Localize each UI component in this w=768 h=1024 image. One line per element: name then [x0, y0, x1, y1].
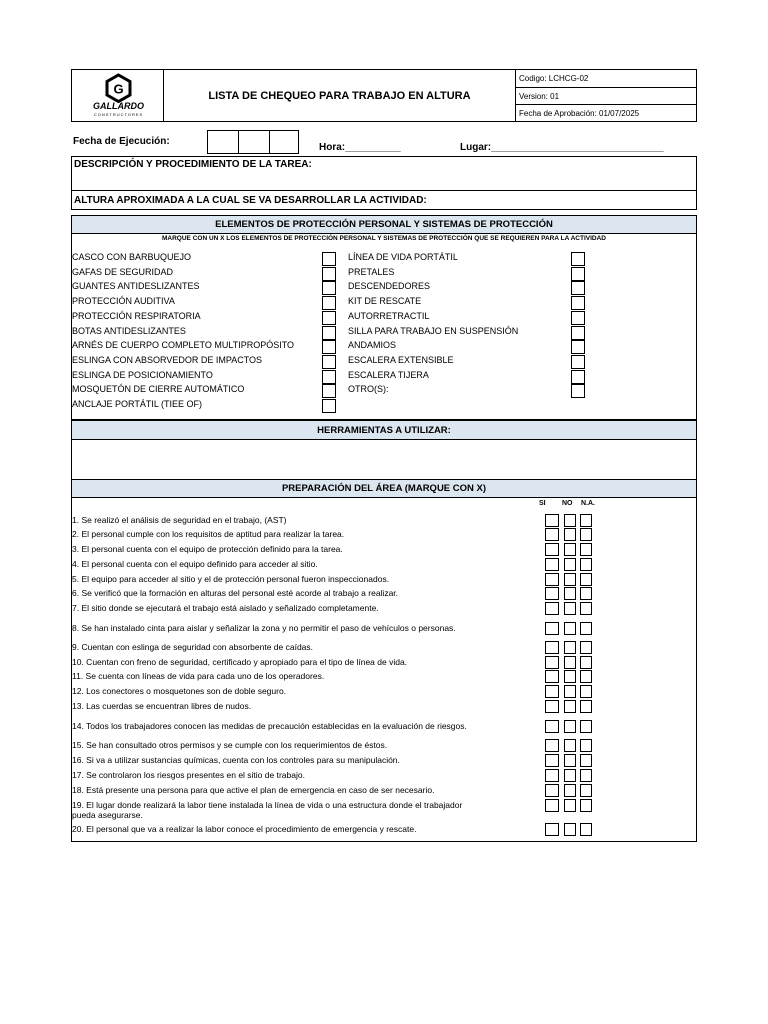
epp-checkbox[interactable] [571, 326, 585, 340]
question-text: 19. El lugar donde realizará la labor tiene instalada la línea de vida o una estructura donde el trabajador [72, 800, 463, 810]
no-checkbox[interactable] [564, 700, 576, 713]
epp-checkbox[interactable] [322, 311, 336, 325]
no-checkbox[interactable] [564, 754, 576, 767]
na-checkbox[interactable] [580, 656, 592, 669]
col-si-header: SI [539, 500, 546, 507]
no-checkbox[interactable] [564, 587, 576, 600]
question-text: 6. Se verificó que la formación en alturas del personal esté acorde al trabajo a realizar. [72, 588, 399, 598]
lugar-field[interactable]: Lugar:_______________________________ [460, 142, 664, 153]
epp-item-label: GAFAS DE SEGURIDAD [72, 266, 174, 277]
epp-checkbox[interactable] [322, 252, 336, 266]
epp-item-label: PROTECCIÓN AUDITIVA [72, 296, 175, 307]
si-checkbox[interactable] [545, 622, 559, 635]
no-checkbox[interactable] [564, 573, 576, 586]
question-text: 13. Las cuerdas se encuentran libres de nudos. [72, 701, 252, 711]
na-checkbox[interactable] [580, 670, 592, 683]
epp-item-label: CASCO CON BARBUQUEJO [72, 252, 192, 262]
epp-item-label: MOSQUETÓN DE CIERRE AUTOMÁTICO [72, 384, 245, 395]
no-checkbox[interactable] [564, 823, 576, 836]
na-checkbox[interactable] [580, 769, 592, 782]
altura-box[interactable] [71, 190, 697, 210]
no-checkbox[interactable] [564, 543, 576, 556]
epp-item-label: LÍNEA DE VIDA PORTÁTIL [348, 252, 458, 262]
question-text: 8. Se han instalado cinta para aislar y señalizar la zona y no permitir el paso de vehículos o personas. [72, 623, 456, 633]
epp-checkbox[interactable] [571, 355, 585, 369]
si-checkbox[interactable] [545, 587, 559, 600]
question-text: 16. Si va a utilizar sustancias químicas, cuenta con los controles para su manipulación. [72, 755, 400, 765]
si-checkbox[interactable] [545, 700, 559, 713]
document-title: LISTA DE CHEQUEO PARA TRABAJO EN ALTURA [163, 69, 516, 122]
na-checkbox[interactable] [580, 528, 592, 541]
question-text: 20. El personal que va a realizar la labor conoce el procedimiento de emergencia y rescate. [72, 824, 417, 834]
na-checkbox[interactable] [580, 799, 592, 812]
no-checkbox[interactable] [564, 622, 576, 635]
question-text: 17. Se controlaron los riesgos presentes en el sitio de trabajo. [72, 770, 305, 780]
si-checkbox[interactable] [545, 543, 559, 556]
question-19-continuation: pueda asegurarse. [72, 810, 143, 820]
descripcion-box[interactable] [71, 156, 697, 191]
fecha-year-box[interactable] [269, 130, 299, 154]
epp-checkbox[interactable] [571, 311, 585, 325]
epp-checkbox[interactable] [322, 384, 336, 398]
question-text: 10. Cuentan con freno de seguridad, certificado y apropiado para el tipo de línea de vida. [72, 657, 408, 667]
epp-checkbox[interactable] [322, 326, 336, 340]
na-checkbox[interactable] [580, 622, 592, 635]
na-checkbox[interactable] [580, 685, 592, 698]
question-text: 3. El personal cuenta con el equipo de protección definido para la tarea. [72, 544, 343, 554]
na-checkbox[interactable] [580, 602, 592, 615]
question-text: 5. El equipo para acceder al sitio y el de protección personal fueron inspeccionados. [72, 574, 390, 584]
epp-checkbox[interactable] [571, 267, 585, 281]
no-checkbox[interactable] [564, 720, 576, 733]
si-checkbox[interactable] [545, 656, 559, 669]
epp-checkbox[interactable] [571, 281, 585, 295]
si-checkbox[interactable] [545, 670, 559, 683]
na-checkbox[interactable] [580, 823, 592, 836]
question-text: 14. Todos los trabajadores conocen las medidas de precaución establecidas en la evaluación de riesgos. [72, 721, 467, 731]
epp-checkbox[interactable] [571, 384, 585, 398]
epp-checkbox[interactable] [322, 370, 336, 384]
epp-checkbox[interactable] [322, 340, 336, 354]
question-text: 2. El personal cumple con los requisitos de aptitud para realizar la tarea. [72, 529, 345, 539]
hora-field[interactable]: Hora:__________ [319, 142, 401, 153]
na-checkbox[interactable] [580, 543, 592, 556]
si-checkbox[interactable] [545, 528, 559, 541]
na-checkbox[interactable] [580, 641, 592, 654]
no-checkbox[interactable] [564, 656, 576, 669]
si-checkbox[interactable] [545, 720, 559, 733]
no-checkbox[interactable] [564, 685, 576, 698]
epp-item-label: ESCALERA EXTENSIBLE [348, 354, 454, 365]
document-meta [515, 69, 697, 122]
epp-item-label: SILLA PARA TRABAJO EN SUSPENSIÓN [348, 325, 519, 336]
si-checkbox[interactable] [545, 799, 559, 812]
logo-cell [71, 69, 164, 122]
svg-text:G: G [113, 81, 124, 97]
question-text: 15. Se han consultado otros permisos y se cumple con los requerimientos de éstos. [72, 740, 388, 750]
no-checkbox[interactable] [564, 558, 576, 571]
si-checkbox[interactable] [545, 739, 559, 752]
si-checkbox[interactable] [545, 558, 559, 571]
question-text: 18. Está presente una persona para que active el plan de emergencia en caso de ser necesario. [72, 785, 435, 795]
epp-checkbox[interactable] [322, 281, 336, 295]
logo-sub: CONSTRUCTORES [93, 112, 144, 117]
epp-item-label: ESLINGA CON ABSORVEDOR DE IMPACTOS [72, 354, 263, 365]
epp-item-label: ARNÉS DE CUERPO COMPLETO MULTIPROPÓSITO [72, 340, 295, 351]
si-checkbox[interactable] [545, 602, 559, 615]
epp-checkbox[interactable] [322, 296, 336, 310]
col-no-header: NO [562, 500, 573, 507]
question-text: 12. Los conectores o mosquetones son de doble seguro. [72, 686, 287, 696]
no-checkbox[interactable] [564, 670, 576, 683]
epp-checkbox[interactable] [571, 296, 585, 310]
herramientas-box[interactable] [71, 439, 697, 480]
na-checkbox[interactable] [580, 784, 592, 797]
question-text: 1. Se realizó el análisis de seguridad en el trabajo, (AST) [72, 515, 287, 525]
question-text: 4. El personal cuenta con el equipo definido para acceder al sitio. [72, 559, 318, 569]
fecha-aprobacion-label: Fecha de Aprobación: 01/07/2025 [519, 109, 640, 119]
no-checkbox[interactable] [564, 528, 576, 541]
codigo-label: Codigo: LCHCG-02 [516, 70, 696, 88]
epp-checkbox[interactable] [322, 355, 336, 369]
si-checkbox[interactable] [545, 823, 559, 836]
na-checkbox[interactable] [580, 573, 592, 586]
no-checkbox[interactable] [564, 641, 576, 654]
epp-item-label: BOTAS ANTIDESLIZANTES [72, 325, 186, 336]
epp-title: ELEMENTOS DE PROTECCIÓN PERSONAL Y SISTEMAS DE PROTECCIÓN [71, 215, 697, 234]
no-checkbox[interactable] [564, 799, 576, 812]
na-checkbox[interactable] [580, 720, 592, 733]
fecha-ejecucion-boxes [207, 130, 299, 154]
descripcion-label: DESCRIPCIÓN Y PROCEDIMIENTO DE LA TAREA: [74, 159, 312, 170]
herramientas-title: HERRAMIENTAS A UTILIZAR: [71, 420, 697, 440]
epp-item-label: DESCENDEDORES [348, 281, 431, 292]
epp-item-label: ANDAMIOS [348, 340, 397, 351]
na-checkbox[interactable] [580, 754, 592, 767]
no-checkbox[interactable] [564, 769, 576, 782]
epp-item-label: GUANTES ANTIDESLIZANTES [72, 281, 200, 292]
epp-item-label: ESLINGA DE POSICIONAMIENTO [72, 369, 213, 380]
fecha-day-box[interactable] [207, 130, 239, 154]
no-checkbox[interactable] [564, 514, 576, 527]
question-text: 9. Cuentan con eslinga de seguridad con absorbente de caídas. [72, 642, 314, 652]
epp-checkbox[interactable] [571, 370, 585, 384]
si-checkbox[interactable] [545, 573, 559, 586]
fecha-ejecucion-label: Fecha de Ejecución: [73, 136, 170, 147]
si-checkbox[interactable] [545, 641, 559, 654]
logo-text: GALLARDO [93, 101, 144, 111]
epp-item-label: PRETALES [348, 266, 395, 277]
si-checkbox[interactable] [545, 754, 559, 767]
preparacion-title: PREPARACIÓN DEL ÁREA (MARQUE CON X) [71, 479, 697, 498]
epp-subtitle: MARQUE CON UN X LOS ELEMENTOS DE PROTECCIÓN PERSONAL Y SISTEMAS DE PROTECCIÓN QUE SE REQUIEREN PARA LA ACTIVIDAD [162, 235, 606, 242]
epp-item-label: OTRO(S): [348, 384, 389, 395]
question-text: 11. Se cuenta con líneas de vida para cada uno de los operadores. [72, 671, 325, 681]
epp-item-label: PROTECCIÓN RESPIRATORIA [72, 310, 201, 321]
no-checkbox[interactable] [564, 784, 576, 797]
fecha-month-box[interactable] [238, 130, 270, 154]
epp-checkbox[interactable] [571, 340, 585, 354]
na-checkbox[interactable] [580, 558, 592, 571]
epp-item-label: ESCALERA TIJERA [348, 369, 429, 380]
col-na-header: N.A. [581, 500, 595, 507]
no-checkbox[interactable] [564, 739, 576, 752]
si-checkbox[interactable] [545, 784, 559, 797]
question-text: 7. El sitio donde se ejecutará el trabajo está aislado y señalizado completamente. [72, 603, 379, 613]
epp-checkbox[interactable] [322, 267, 336, 281]
na-checkbox[interactable] [580, 739, 592, 752]
altura-label: ALTURA APROXIMADA A LA CUAL SE VA DESARROLLAR LA ACTIVIDAD: [74, 195, 427, 206]
version-label: Version: 01 [516, 88, 696, 106]
na-checkbox[interactable] [580, 700, 592, 713]
na-checkbox[interactable] [580, 514, 592, 527]
epp-item-label: AUTORRETRACTIL [348, 310, 430, 321]
epp-checkbox[interactable] [571, 252, 585, 266]
epp-item-label: KIT DE RESCATE [348, 296, 422, 307]
na-checkbox[interactable] [580, 587, 592, 600]
si-checkbox[interactable] [545, 769, 559, 782]
si-checkbox[interactable] [545, 685, 559, 698]
epp-item-label: ANCLAJE PORTÁTIL (TIEE OF) [72, 399, 203, 409]
no-checkbox[interactable] [564, 602, 576, 615]
si-checkbox[interactable] [545, 514, 559, 527]
epp-checkbox[interactable] [322, 399, 336, 413]
